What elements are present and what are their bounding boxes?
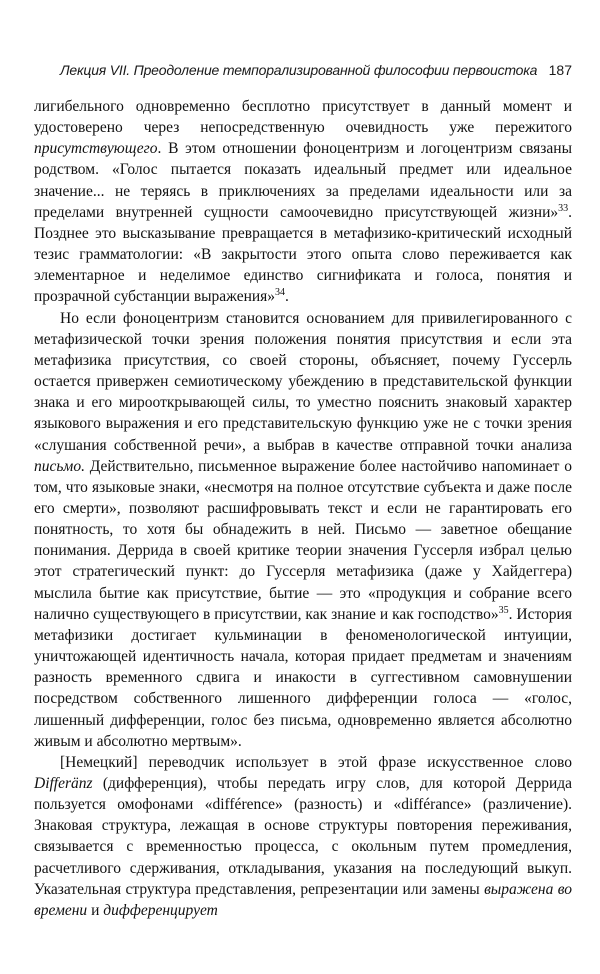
running-header-title: Лекция VII. Преодоление темпорализированной философии первоистока xyxy=(60,62,538,78)
text-run: (дифференция), чтобы передать игру слов, для которой Деррида пользуется омофонами «différence» (разность) и «différance» (различение). Знаковая структура, лежащая в основе структуры повторения переживания, связывается с временностью процесса, с окольным путем промедления, расчетливого сдерживания, откладывания, указания на последующий выкуп. Указательная структура представления, репрезентации или замены xyxy=(34,775,572,898)
footnote-ref: 33 xyxy=(558,202,569,214)
text-run: . Позднее это высказывание превращается в метафизико-критический исходный тезис грамматологии: «В закрытости этого опыта слово переживается как элементарное и неделимое единство сигнификата и голоса, понятия и прозрачной субстанции выражения» xyxy=(34,203,572,306)
footnote-ref: 35 xyxy=(498,604,509,616)
footnote-ref: 34 xyxy=(275,287,286,299)
italic-text: выражена во времени xyxy=(34,880,572,919)
italic-text: письмо. xyxy=(34,457,85,475)
page-number: 187 xyxy=(548,62,572,78)
text-run: лигибельного одновременно бесплотно присутствует в данный момент и удостоверено через непосредственную очевидность уже пережитого xyxy=(34,98,572,137)
italic-text: дифференцирует xyxy=(103,901,218,919)
paragraph xyxy=(34,308,572,752)
text-run: Действительно, письменное выражение более настойчиво напоминает о том, что языковые знаки, «несмотря на полное отсутствие субъекта и даже после его смерти», позволяют расшифровывать текст и если не гарантировать его понятность, то хотя бы обнадежить в ней. Письмо — заветное обещание понимания. Деррида в своей критике теории значения Гуссерля избрал целью этот стратегический пункт: до Гуссерля метафизика (даже у Хайдеггера) мыслила бытие как присутствие, бытие — это «продукция и собрание всего налично существующего в присутствии, как знание и как господство» xyxy=(34,457,572,623)
paragraph xyxy=(34,752,572,921)
italic-text: присутствующего xyxy=(34,140,158,158)
body-text xyxy=(34,96,572,921)
text-run: . xyxy=(285,288,289,306)
text-run: [Немецкий] переводчик использует в этой фразе искусственное слово xyxy=(60,753,572,771)
text-run: Но если фоноцентризм становится основанием для привилегированного с метафизической точки зрения положения понятия присутствия и если эта метафизика присутствия, со своей стороны, объясняет, почему Гуссерль остается привержен семиотическому убеждению в представительской функции знака и его мирооткрывающей силы, то уместно пояснить знаковый характер языкового выражения и его представительскую функцию уже не с точки зрения «слушания собственной речи», а выбрав в качестве отправной точки анализа xyxy=(34,309,572,454)
text-run: . История метафизики достигает кульминации в феноменологической интуиции, уничтожающей идентичность начала, которая придает предметам и значениям разность временного сдвига и инакости в суггестивном самовнушении посредством собственного лишенного дифференции голоса — «голос, лишенный дифференции, голос без письма, одновременно является абсолютно живым и абсолютно мертвым». xyxy=(34,605,572,750)
italic-text: Differänz xyxy=(34,775,93,792)
text-run: . В этом отношении фоноцентризм и логоцентризм связаны родством. «Голос пытается показать идеальный предмет или идеальное значение... не теряясь в приключениях за пределами идеальности или за пределами внутренней сущности самоочевидно присутствующей жизни» xyxy=(34,140,572,221)
running-header xyxy=(48,60,572,82)
text-run: и xyxy=(87,901,104,919)
paragraph xyxy=(34,96,572,308)
